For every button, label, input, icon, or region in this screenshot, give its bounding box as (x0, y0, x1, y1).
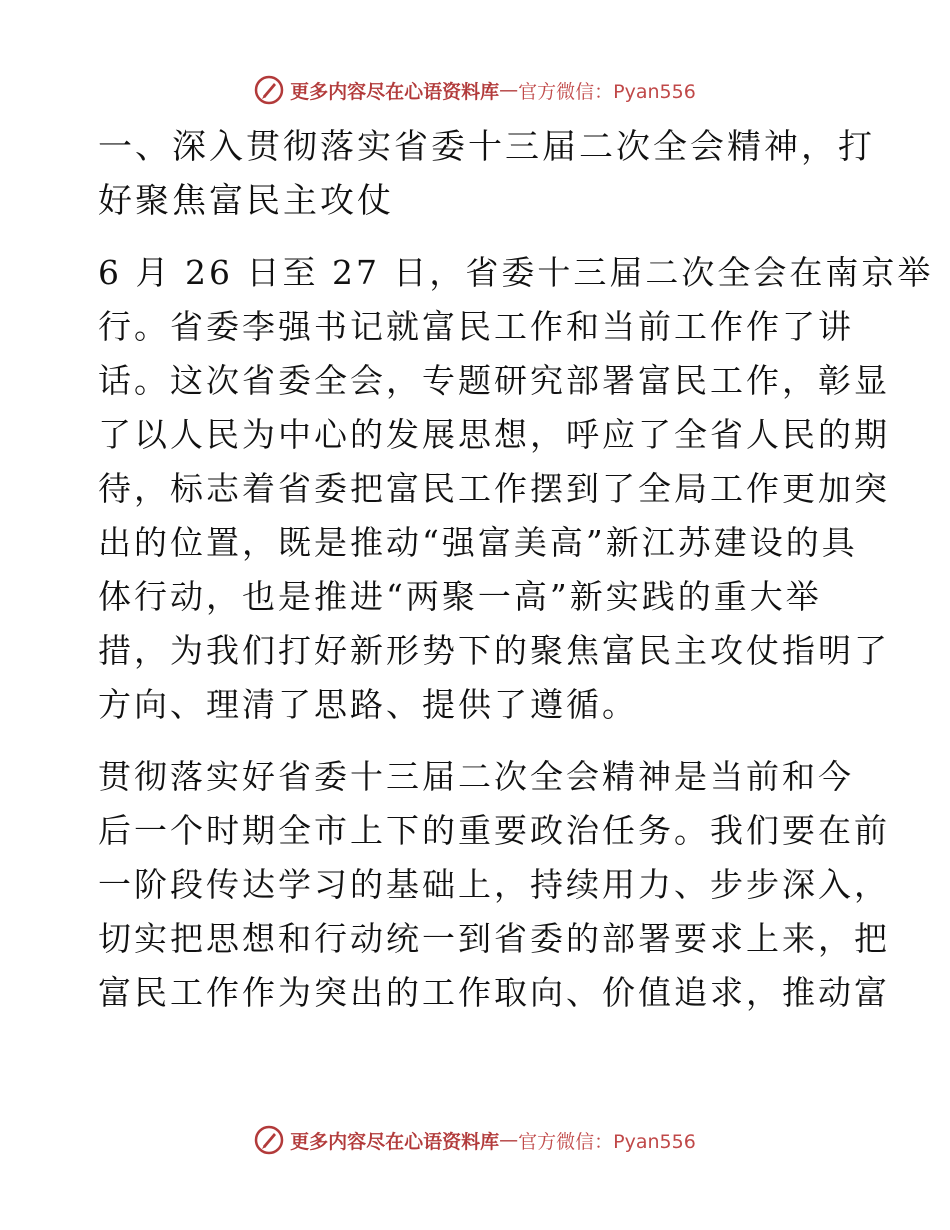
text-line: 6 月 26 日至 27 日，省委十三届二次全会在南京举 (98, 253, 934, 292)
quill-logo-icon (254, 75, 284, 105)
section-heading (98, 120, 875, 228)
text-line: 话。这次省委全会，专题研究部署富民工作，彰显 (98, 361, 890, 400)
watermark-wechat-text: 官方微信：Pyan556 (518, 1130, 696, 1153)
text-line: 后一个时期全市上下的重要政治任务。我们要在前 (98, 811, 890, 850)
text-line: 了以人民为中心的发展思想，呼应了全省人民的期 (98, 415, 890, 454)
footer-watermark (0, 1120, 950, 1160)
text-line: 一阶段传达学习的基础上，持续用力、步步深入， (98, 865, 890, 904)
text-line: 富民工作作为突出的工作取向、价值追求，推动富 (98, 973, 890, 1012)
text-line: 措，为我们打好新形势下的聚焦富民主攻仗指明了 (98, 631, 890, 670)
text-line: 贯彻落实好省委十三届二次全会精神是当前和今 (98, 757, 854, 796)
text-line: 出的位置，既是推动“强富美高”新江苏建设的具 (98, 523, 858, 562)
paragraph-1 (98, 246, 934, 732)
quill-logo-icon (254, 1125, 284, 1155)
text-line: 行。省委李强书记就富民工作和当前工作作了讲 (98, 307, 854, 346)
paragraph-2 (98, 750, 890, 1020)
heading-line: 好聚焦富民主攻仗 (98, 181, 394, 221)
text-line: 方向、理清了思路、提供了遵循。 (98, 685, 638, 724)
watermark-wechat-text: 官方微信：Pyan556 (518, 80, 696, 103)
watermark-separator: — (499, 1129, 519, 1151)
text-line: 体行动，也是推进“两聚一高”新实践的重大举 (98, 577, 822, 616)
heading-line: 一、深入贯彻落实省委十三届二次全会精神，打 (98, 127, 875, 167)
text-line: 切实把思想和行动统一到省委的部署要求上来，把 (98, 919, 890, 958)
text-line: 待，标志着省委把富民工作摆到了全局工作更加突 (98, 469, 890, 508)
watermark-main-text: 更多内容尽在心语资料库 (290, 1130, 500, 1153)
header-watermark (0, 70, 950, 110)
document-body (98, 120, 934, 1038)
watermark-separator: — (499, 79, 519, 101)
watermark-main-text: 更多内容尽在心语资料库 (290, 80, 500, 103)
